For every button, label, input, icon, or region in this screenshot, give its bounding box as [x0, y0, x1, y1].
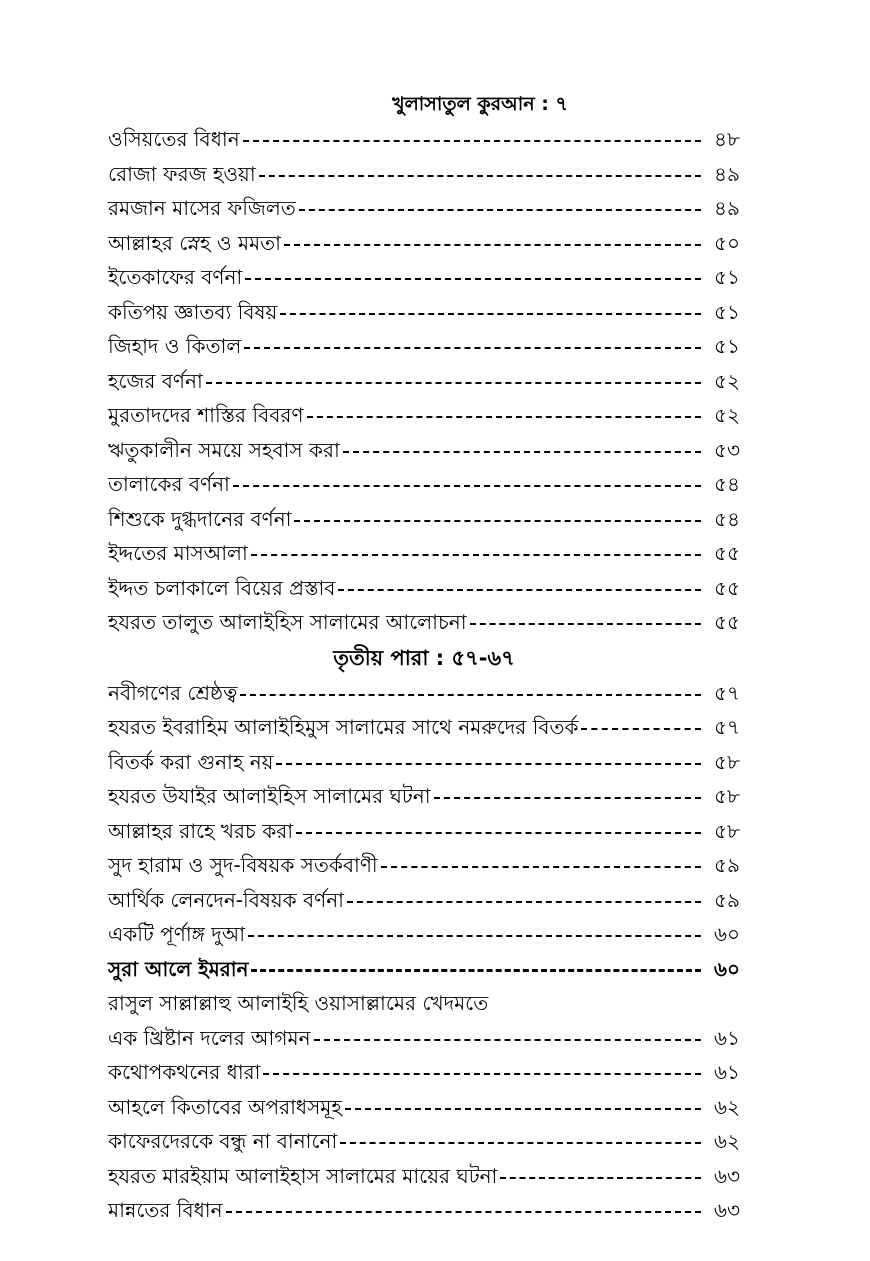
toc-entry — [108, 848, 740, 883]
leader-dots — [343, 451, 701, 453]
entry-title: একটি পূর্ণাঙ্গ দুআ — [108, 922, 246, 946]
entry-title: কথোপকথনের ধারা — [108, 1060, 261, 1084]
entry-title: আল্লাহর রাহে খরচ করা — [108, 818, 294, 843]
entry-page: ৪৯ — [714, 196, 740, 220]
toc-entry — [108, 571, 740, 606]
entry-title: মুরতাদদের শাস্তির বিবরণ — [108, 403, 304, 427]
toc-group-2 — [108, 676, 740, 952]
toc-entry — [108, 814, 740, 849]
entry-page: ৫১ — [714, 265, 740, 289]
leader-dots — [338, 589, 701, 591]
entry-page: ৫৪ — [714, 506, 740, 531]
entry-title: আর্থিক লেনদেন-বিষয়ক বর্ণনা — [108, 887, 344, 912]
toc-entry — [108, 1193, 740, 1228]
leader-dots — [296, 832, 701, 834]
entry-page: ৬৩ — [713, 1163, 740, 1188]
surah-page: ৬০ — [713, 956, 740, 981]
toc-entry — [108, 191, 740, 226]
leader-dots — [307, 416, 702, 418]
leader-dots — [263, 1073, 701, 1075]
entry-page: ৫৯ — [714, 887, 740, 912]
leader-dots — [244, 347, 701, 349]
entry-page: ৫৮ — [714, 784, 740, 808]
entry-page: ৫৯ — [714, 853, 740, 877]
entry-page: ৬১ — [714, 1060, 740, 1084]
leader-dots — [243, 140, 701, 142]
leader-dots — [248, 935, 701, 937]
leader-dots — [314, 1039, 701, 1041]
entry-title: ওসিয়তের বিধান — [108, 127, 240, 151]
entry-page: ৫৫ — [714, 610, 740, 634]
leader-dots — [240, 694, 701, 696]
entry-title: হযরত তালুত আলাইহিস সালামের আলোচনা — [108, 610, 467, 634]
toc-entry — [108, 1159, 740, 1194]
leader-dots — [251, 554, 701, 556]
toc-entry — [108, 295, 740, 330]
entry-title: তালাকের বর্ণনা — [108, 472, 230, 496]
leader-dots — [470, 623, 701, 625]
entry-title: রমজান মাসের ফজিলত — [108, 196, 296, 220]
entry-title: হযরত উযাইর আলাইহিস সালামের ঘটনা — [108, 784, 431, 808]
entry-title: নবীগণের শ্রেষ্ঠত্ব — [108, 680, 238, 705]
entry-title: রোজা ফরজ হওয়া — [108, 161, 256, 186]
entry-title: জিহাদ ও কিতাল — [108, 334, 242, 358]
toc-group-1 — [108, 122, 740, 640]
toc-entry — [108, 502, 740, 537]
entry-title: ইতেকাফের বর্ণনা — [108, 265, 243, 289]
leader-dots — [381, 866, 701, 868]
toc-entry — [108, 1055, 740, 1090]
toc-entry — [108, 779, 740, 814]
entry-title: ইদ্দত চলাকালে বিয়ের প্রস্তাব — [108, 575, 336, 600]
leader-dots — [345, 1108, 701, 1110]
entry-page: ৬১ — [714, 1025, 740, 1050]
entry-page: ৪৯ — [714, 161, 740, 186]
toc-entry — [108, 710, 740, 745]
entry-page: ৫৫ — [714, 541, 740, 565]
toc-entry — [108, 157, 740, 192]
entry-title: বিতর্ক করা গুনাহ নয় — [108, 749, 274, 774]
entry-page: ৫৩ — [714, 437, 740, 462]
entry-page: ৬০ — [713, 922, 740, 946]
running-header: খুলাসাতুল কুরআন : ৭ — [392, 93, 568, 115]
entry-title: হযরত ইবরাহিম আলাইহিমুস সালামের সাথে নমরুদের বিতর্ক — [108, 715, 579, 739]
entry-page: ৬২ — [713, 1094, 740, 1119]
toc-entry — [108, 1021, 740, 1056]
toc-entry — [108, 467, 740, 502]
entry-title: সুদ হারাম ও সুদ-বিষয়ক সতর্কবাণী — [108, 853, 378, 877]
toc-entry — [108, 260, 740, 295]
entry-title: মান্নতের বিধান — [108, 1198, 223, 1222]
toc-entry — [108, 676, 740, 711]
entry-page: ৫৮ — [714, 818, 740, 843]
entry-title: আল্লাহর স্নেহ ও মমতা — [108, 230, 281, 255]
leader-dots — [226, 1211, 701, 1213]
entry-page: ৫৫ — [714, 575, 740, 600]
entry-page: ৬২ — [713, 1129, 740, 1153]
entry-first-line: রাসুল সাল্লাল্লাহু আলাইহি ওয়াসাল্লামের খেদমতে — [108, 991, 489, 1015]
toc-entry — [108, 433, 740, 468]
entry-title: শিশুকে দুগ্ধদানের বর্ণনা — [108, 506, 292, 531]
toc-page — [108, 86, 740, 1228]
toc-entry — [108, 398, 740, 433]
toc-entry — [108, 745, 740, 780]
surah-entry — [108, 952, 740, 987]
toc-entry — [108, 605, 740, 640]
entry-page: ৫২ — [714, 403, 740, 427]
leader-dots — [284, 244, 701, 246]
toc-entry — [108, 1090, 740, 1125]
leader-dots — [233, 485, 701, 487]
entry-page: ৫৭ — [714, 715, 740, 739]
toc-entry — [108, 536, 740, 571]
entry-title: ঋতুকালীন সময়ে সহবাস করা — [108, 437, 340, 462]
toc-entry — [108, 1124, 740, 1159]
entry-page: ৫৭ — [714, 680, 740, 705]
leader-dots — [581, 728, 701, 730]
entry-page: ৫১ — [714, 299, 740, 324]
entry-page: ৫৪ — [714, 472, 740, 496]
surah-title: সুরা আলে ইমরান — [108, 956, 249, 981]
entry-title: কাফেরদেরকে বন্ধু না বানানো — [108, 1129, 338, 1153]
leader-dots — [206, 382, 701, 384]
toc-group-3 — [108, 1021, 740, 1228]
leader-dots — [340, 1142, 701, 1144]
entry-page: ৫২ — [714, 368, 740, 393]
leader-dots — [259, 175, 701, 177]
toc-entry — [108, 917, 740, 952]
entry-page: ৫৮ — [714, 749, 740, 774]
toc-entry — [108, 883, 740, 918]
leader-dots — [299, 209, 701, 211]
entry-page: ৪৮ — [714, 127, 740, 151]
entry-page: ৫০ — [714, 230, 740, 255]
leader-dots — [245, 278, 701, 280]
leader-dots — [294, 520, 701, 522]
leader-dots — [500, 1177, 701, 1179]
entry-title: হযরত মারইয়াম আলাইহাস সালামের মায়ের ঘটনা — [108, 1163, 498, 1188]
entry-title: হজের বর্ণনা — [108, 368, 203, 393]
leader-dots — [280, 313, 701, 315]
leader-dots — [347, 901, 701, 903]
entry-page: ৬৩ — [713, 1198, 740, 1222]
entry-title: এক খ্রিষ্টান দলের আগমন — [108, 1025, 311, 1050]
toc-entry — [108, 364, 740, 399]
entry-page: ৫১ — [714, 334, 740, 358]
leader-dots — [434, 797, 702, 799]
leader-dots — [276, 763, 701, 765]
section-heading: তৃতীয় পারা : ৫৭-৬৭ — [333, 645, 515, 670]
toc-entry — [108, 226, 740, 261]
entry-title: আহলে কিতাবের অপরাধসমূহ — [108, 1094, 342, 1119]
toc-entry — [108, 329, 740, 364]
entry-title: কতিপয় জ্ঞাতব্য বিষয় — [108, 299, 278, 324]
entry-title: ইদ্দতের মাসআলা — [108, 541, 248, 565]
leader-dots — [251, 969, 701, 972]
toc-entry — [108, 122, 740, 157]
